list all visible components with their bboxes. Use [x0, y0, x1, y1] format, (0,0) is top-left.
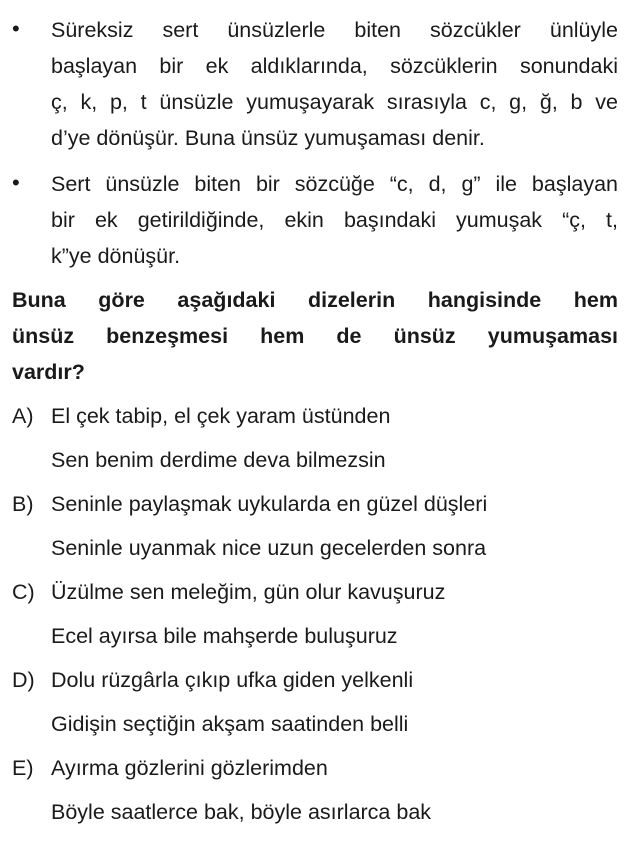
option-text — [51, 746, 618, 834]
option-text — [51, 482, 618, 570]
bullet-line: bir ek getirildiğinde, ekin başındaki yumuşak “ç, t, — [51, 208, 618, 232]
option-line: Böyle saatlerce bak, böyle asırlarca bak — [51, 800, 432, 824]
bullet-icon: • — [12, 170, 20, 195]
question-stem — [12, 282, 618, 390]
question-line: vardır? — [12, 360, 85, 384]
option-line: Ayırma gözlerini gözlerimden — [51, 756, 328, 780]
option-line: Dolu rüzgârla çıkıp ufka giden yelkenli — [51, 668, 414, 692]
bullet-line: başlayan bir ek aldıklarında, sözcüklerin sonundaki — [51, 54, 618, 78]
option-letter: D) — [12, 668, 35, 692]
option-line: El çek tabip, el çek yaram üstünden — [51, 404, 391, 428]
option-text — [51, 394, 618, 482]
bullet-line: d’ye dönüşür. Buna ünsüz yumuşaması denir. — [51, 126, 485, 150]
option-text — [51, 570, 618, 658]
option-line: Ecel ayırsa bile mahşerde buluşuruz — [51, 624, 398, 648]
question-line: Buna göre aşağıdaki dizelerin hangisinde hem — [12, 288, 618, 312]
option-text — [51, 658, 618, 746]
option-letter: E) — [12, 756, 34, 780]
option-line: Gidişin seçtiğin akşam saatinden belli — [51, 712, 409, 736]
question-line: ünsüz benzeşmesi hem de ünsüz yumuşaması — [12, 324, 618, 348]
bullet-line: Sert ünsüzle biten bir sözcüğe “c, d, g” ile başlayan — [51, 172, 618, 196]
option-line: Seninle uyanmak nice uzun gecelerden sonra — [51, 536, 487, 560]
bullet-text — [51, 166, 618, 274]
bullet-text — [51, 12, 618, 156]
option-line: Sen benim derdime deva bilmezsin — [51, 448, 386, 472]
option-letter: C) — [12, 580, 35, 604]
option-line: Seninle paylaşmak uykularda en güzel düşleri — [51, 492, 488, 516]
bullet-line: ç, k, p, t ünsüzle yumuşayarak sırasıyla c, g, ğ, b ve — [51, 90, 618, 114]
bullet-line: k”ye dönüşür. — [51, 244, 181, 268]
option-line: Üzülme sen meleğim, gün olur kavuşuruz — [51, 580, 446, 604]
bullet-icon: • — [12, 16, 20, 41]
bullet-line: Süreksiz sert ünsüzlerle biten sözcükler ünlüyle — [51, 18, 618, 42]
option-letter: A) — [12, 404, 34, 428]
option-letter: B) — [12, 492, 34, 516]
